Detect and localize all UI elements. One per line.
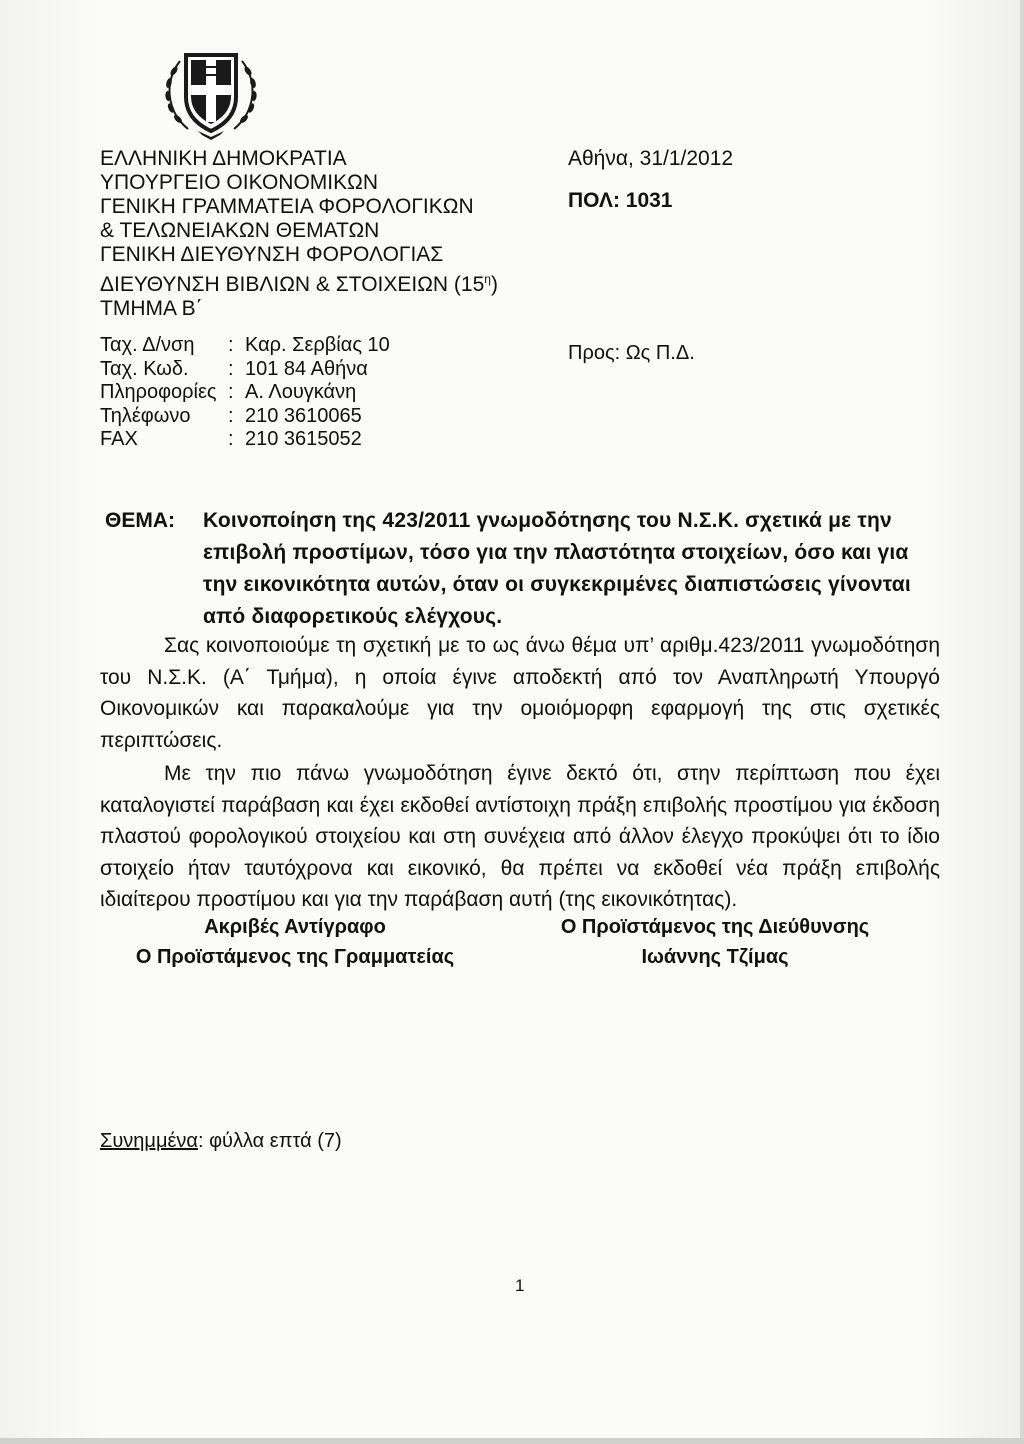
contact-label: Ταχ. Κωδ. bbox=[100, 357, 189, 380]
header-superscript: η bbox=[484, 272, 491, 286]
signature-left-line-2: Ο Προϊστάμενος της Γραμματείας bbox=[135, 946, 455, 968]
signature-right bbox=[530, 912, 900, 972]
header-line-republic: ΕΛΛΗΝΙΚΗ ΔΗΜΟΚΡΑΤΙΑ bbox=[100, 147, 347, 170]
contact-label: FAX bbox=[100, 428, 138, 450]
header-line-secretariat: ΓΕΝΙΚΗ ΓΡΑΜΜΑΤΕΙΑ ΦΟΡΟΛΟΓΙΚΩΝ bbox=[100, 195, 474, 218]
subject-text: Κοινοποίηση της 423/2011 γνωμοδότησης του Ν.Σ.Κ. σχετικά με την επιβολή προστίμων, τόσο για την πλαστότητα στοιχείων, όσο και για την εικονικότητα αυτών, όταν οι συγκεκριμένες διαπιστώσεις γίνονται από διαφορετικούς ελέγχους. bbox=[203, 509, 911, 628]
body-text bbox=[100, 630, 940, 916]
contact-value: 210 3610065 bbox=[245, 404, 362, 427]
contact-value: 210 3615052 bbox=[245, 428, 362, 450]
contact-colon: : bbox=[228, 404, 234, 427]
header-line-department: ΤΜΗΜΑ Β΄ bbox=[100, 297, 203, 320]
signature-right-line-2: Ιωάννης Τζίμας bbox=[641, 946, 789, 968]
page-number: 1 bbox=[515, 1276, 525, 1295]
contact-value: 101 84 Αθήνα bbox=[245, 357, 368, 380]
signature-left bbox=[110, 912, 480, 972]
greek-coat-of-arms-icon bbox=[158, 45, 264, 141]
page-edge-bottom bbox=[0, 1438, 1024, 1444]
contact-value: Α. Λουγκάνη bbox=[245, 381, 357, 403]
signature-right-line-1: Ο Προϊστάμενος της Διεύθυνσης bbox=[560, 916, 870, 938]
header-block bbox=[100, 147, 498, 321]
subject-key: ΘΕΜΑ: bbox=[105, 509, 175, 532]
place-date: Αθήνα, 31/1/2012 bbox=[568, 147, 734, 170]
contact-info bbox=[0, 334, 600, 464]
header-line-general-directorate: ΓΕΝΙΚΗ ΔΙΕΥΘΥΝΣΗ ΦΟΡΟΛΟΓΙΑΣ bbox=[100, 243, 444, 266]
contact-colon: : bbox=[228, 334, 234, 356]
attachments-text: : φύλλα επτά (7) bbox=[197, 1130, 342, 1152]
recipient: Προς: Ως Π.Δ. bbox=[568, 342, 695, 364]
header-line-customs: & ΤΕΛΩΝΕΙΑΚΩΝ ΘΕΜΑΤΩΝ bbox=[100, 219, 380, 242]
attachments-label: Συνημμένα bbox=[100, 1130, 198, 1152]
contact-label: Τηλέφωνο bbox=[100, 404, 191, 427]
contact-label: Πληροφορίες bbox=[100, 381, 217, 403]
header-paren-close: ) bbox=[490, 273, 498, 296]
header-line-ministry: ΥΠΟΥΡΓΕΙΟ ΟΙΚΟΝΟΜΙΚΩΝ bbox=[100, 171, 378, 194]
header-line-directorate-text: ΔΙΕΥΘΥΝΣΗ ΒΙΒΛΙΩΝ & ΣΤΟΙΧΕΙΩΝ (15 bbox=[100, 273, 485, 296]
contact-colon: : bbox=[228, 428, 234, 450]
contact-label: Ταχ. Δ/νση bbox=[100, 334, 195, 356]
page-edge-right bbox=[1020, 0, 1024, 1444]
contact-colon: : bbox=[228, 381, 234, 403]
signature-left-line-1: Ακριβές Αντίγραφο bbox=[204, 916, 386, 938]
contact-colon: : bbox=[228, 357, 234, 380]
pol-number: ΠΟΛ: 1031 bbox=[568, 189, 673, 212]
header-line-directorate bbox=[100, 267, 498, 297]
body-paragraph-1: Σας κοινοποιούμε τη σχετική με το ως άνω θέμα υπ’ αριθμ.423/2011 γνωμοδότηση του Ν.Σ.Κ. (Α΄ Τμήμα), η οποία έγινε αποδεκτή από τον Αναπληρωτή Υπουργό Οικονομικών και παρακαλούμε για την ομοιόμορφη εφαρμογή της στις σχετικές περιπτώσεις. bbox=[100, 634, 940, 752]
attachments bbox=[100, 1130, 342, 1153]
contact-value: Καρ. Σερβίας 10 bbox=[245, 334, 390, 356]
body-paragraph-2: Με την πιο πάνω γνωμοδότηση έγινε δεκτό ότι, στην περίπτωση που έχει καταλογιστεί παράβαση και έχει εκδοθεί αντίστοιχη πράξη επιβολής προστίμου για έκδοση πλαστού φορολογικού στοιχείου και στη συνέχεια από άλλον έλεγχο προκύψει ότι το ίδιο στοιχείο ήταν ταυτόχρονα και εικονικό, θα πρέπει να εκδοθεί νέα πράξη επιβολής ιδιαίτερου προστίμου και για την παράβαση αυτή (της εικονικότητας). bbox=[100, 762, 940, 911]
